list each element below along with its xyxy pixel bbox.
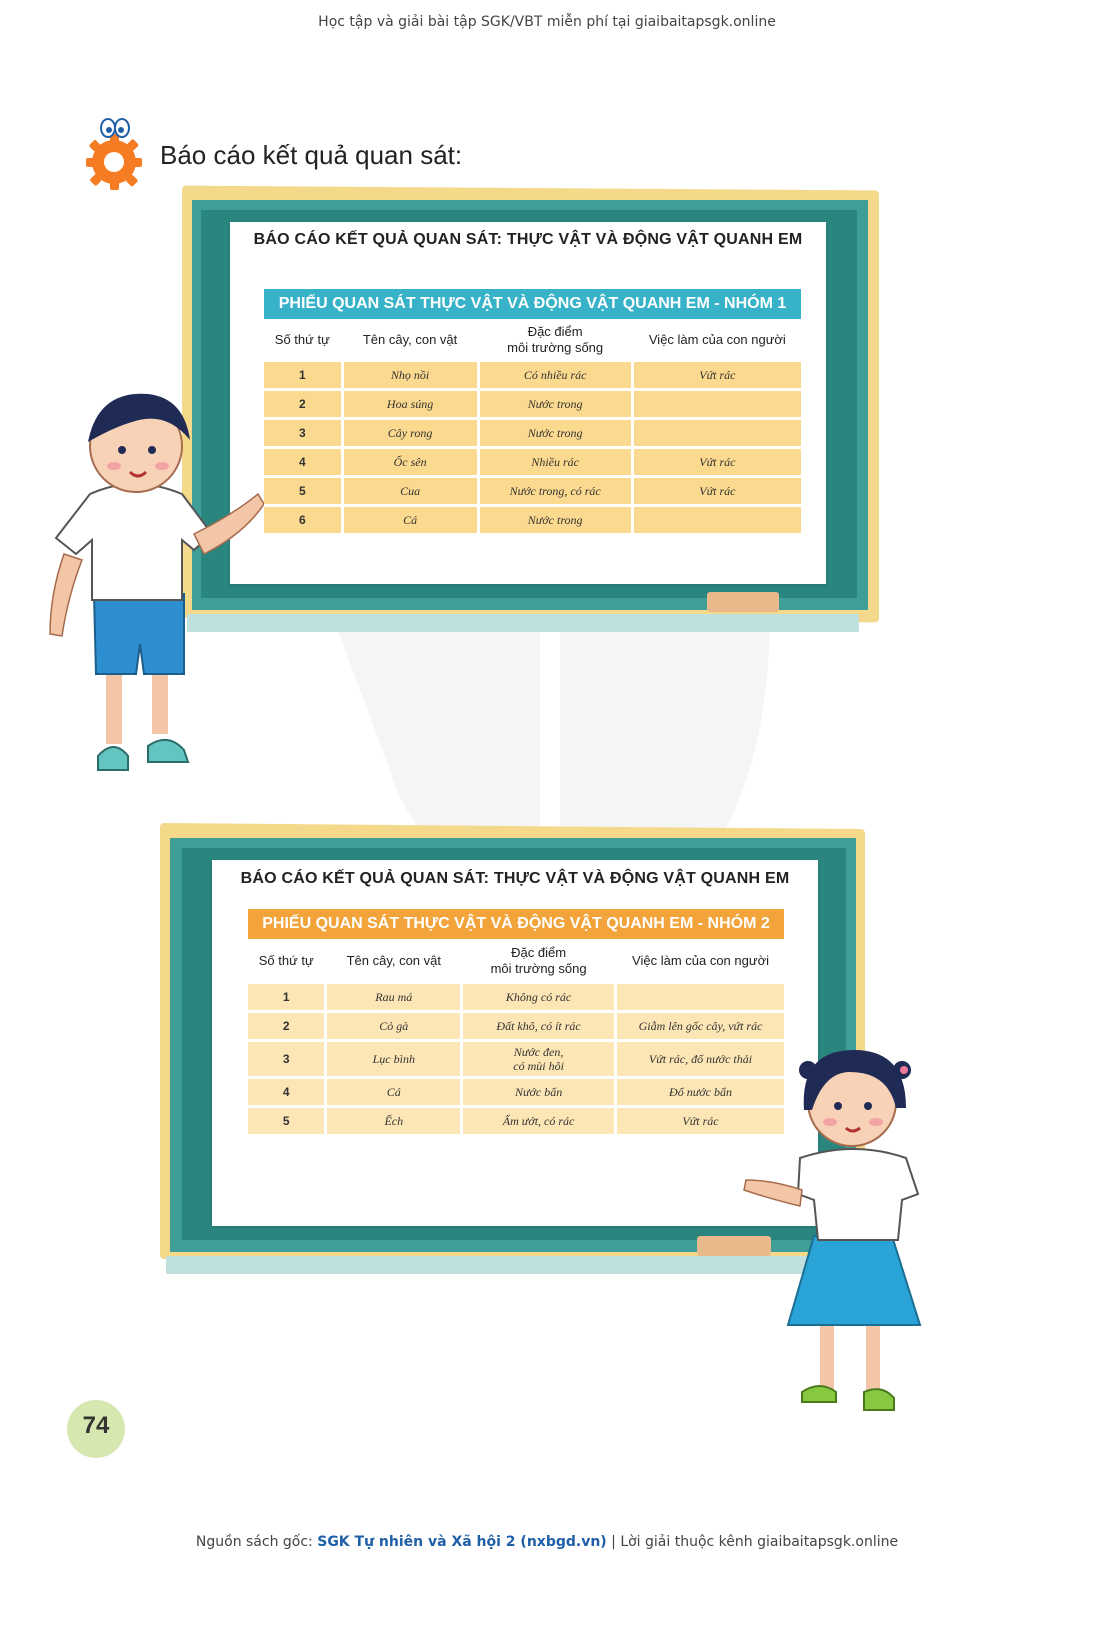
table-cell: Nước bẩn [463,1079,614,1105]
table-row [264,362,801,388]
column-header: Số thứ tự [248,941,324,981]
table-cell: Ếch [327,1108,460,1134]
table-cell: Ẩm ướt, có rác [463,1108,614,1134]
table-cell [617,984,784,1010]
table-cell: Vứt rác [634,449,801,475]
table-row [248,984,784,1010]
table-row [264,420,801,446]
table-cell: Nước trong [480,391,631,417]
table-cell: Vứt rác, đổ nước thải [617,1042,784,1076]
table-cell: Nhiều rác [480,449,631,475]
table-cell: Nhọ nồi [344,362,477,388]
footer-source [0,1534,1094,1550]
table-cell: Ốc sên [344,449,477,475]
table-row [248,1108,784,1134]
table-cell: 3 [248,1042,324,1076]
girl-illustration [742,1040,932,1420]
sheet-title-1: PHIẾU QUAN SÁT THỰC VẬT VÀ ĐỘNG VẬT QUANH EM - NHÓM 1 [264,289,801,319]
table-cell: 2 [248,1013,324,1039]
table-cell: 5 [248,1108,324,1134]
table-cell [634,507,801,533]
table-cell: 3 [264,420,341,446]
table-cell [634,420,801,446]
footer-suffix: | Lời giải thuộc kênh giaibaitapsgk.online [606,1534,899,1550]
eraser-1 [707,592,779,612]
column-header: Tên cây, con vật [344,321,477,359]
column-header: Đặc điểm môi trường sống [480,321,631,359]
table-row [248,1013,784,1039]
sheet-title-2: PHIẾU QUAN SÁT THỰC VẬT VÀ ĐỘNG VẬT QUANH EM - NHÓM 2 [248,909,784,939]
table-header-row [248,941,784,981]
header-note: Học tập và giải bài tập SGK/VBT miễn phí tại giaibaitapsgk.online [318,14,776,30]
board-ledge-1 [187,614,859,632]
column-header: Việc làm của con người [634,321,801,359]
table-row [264,449,801,475]
section-title: Báo cáo kết quả quan sát: [160,140,463,170]
table-row [264,391,801,417]
table-row [248,1042,784,1076]
column-header: Đặc điểm môi trường sống [463,941,614,981]
table-header-row [264,321,801,359]
observation-table-1 [261,318,804,536]
table-cell: Nước trong [480,507,631,533]
table-cell: 1 [264,362,341,388]
footer-source-link[interactable]: SGK Tự nhiên và Xã hội 2 (nxbgd.vn) [317,1534,607,1550]
table-cell: Giẫm lên gốc cây, vứt rác [617,1013,784,1039]
report-title-1: BÁO CÁO KẾT QUẢ QUAN SÁT: THỰC VẬT VÀ ĐỘNG VẬT QUANH EM [253,231,803,248]
footer-prefix: Nguồn sách gốc: [195,1534,318,1550]
observation-table-2 [245,938,787,1137]
table-row [248,1079,784,1105]
table-cell: 4 [248,1079,324,1105]
table-cell: 4 [264,449,341,475]
table-cell: 2 [264,391,341,417]
table-cell: Cây rong [344,420,477,446]
table-cell: Lục bình [327,1042,460,1076]
table-cell [634,391,801,417]
table-cell: 1 [248,984,324,1010]
table-cell: Nước trong, có rác [480,478,631,504]
table-row [264,507,801,533]
table-cell: Nước đen, có mùi hôi [463,1042,614,1076]
table-cell: Đổ nước bẩn [617,1079,784,1105]
table-cell: Có nhiều rác [480,362,631,388]
table-cell: Vứt rác [634,362,801,388]
table-cell: 5 [264,478,341,504]
table-cell: Vứt rác [617,1108,784,1134]
column-header: Việc làm của con người [617,941,784,981]
table-cell: Cỏ gà [327,1013,460,1039]
gear-mascot-icon [76,114,148,194]
boy-illustration [44,384,264,784]
table-cell: Rau má [327,984,460,1010]
report-title-2: BÁO CÁO KẾT QUẢ QUAN SÁT: THỰC VẬT VÀ ĐỘNG VẬT QUANH EM [240,870,790,887]
page-number: 74 [82,1412,110,1439]
column-header: Tên cây, con vật [327,941,460,981]
table-cell: Không có rác [463,984,614,1010]
column-header: Số thứ tự [264,321,341,359]
table-cell: Đất khô, có ít rác [463,1013,614,1039]
table-cell: Cá [344,507,477,533]
table-row [264,478,801,504]
table-cell: Cua [344,478,477,504]
table-cell: Cá [327,1079,460,1105]
table-cell: 6 [264,507,341,533]
table-cell: Hoa súng [344,391,477,417]
table-cell: Vứt rác [634,478,801,504]
table-cell: Nước trong [480,420,631,446]
